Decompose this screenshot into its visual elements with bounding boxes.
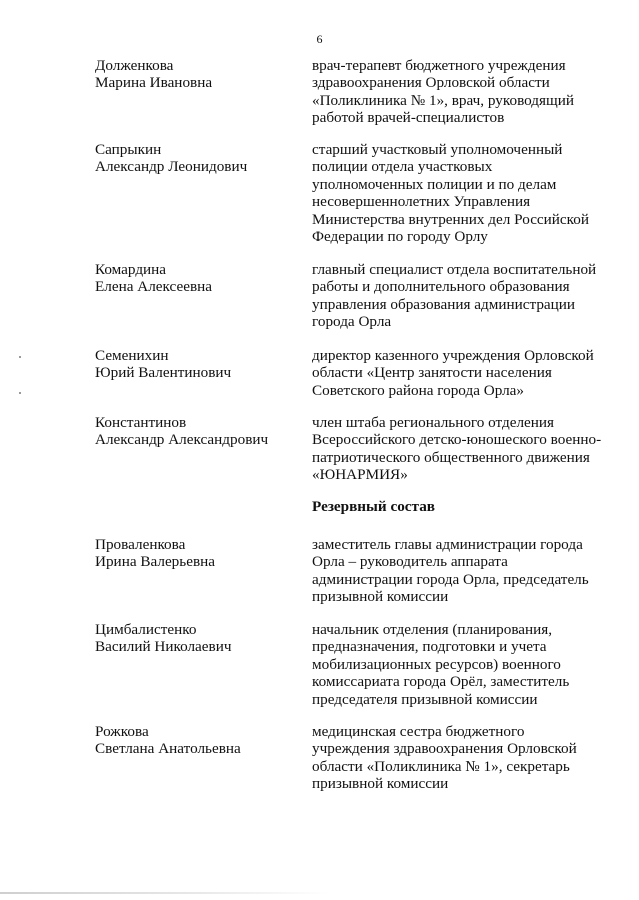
member-surname: Цимбалистенко bbox=[95, 621, 197, 638]
member-given-names: Юрий Валентинович bbox=[95, 364, 232, 382]
role-line: старший участковый уполномоченный bbox=[312, 141, 563, 158]
member-name bbox=[95, 536, 300, 571]
member-surname: Константинов bbox=[95, 414, 187, 431]
page-number: 6 bbox=[316, 32, 323, 46]
role-line: «ЮНАРМИЯ» bbox=[312, 466, 408, 484]
role-line: Орла – руководитель аппарата bbox=[312, 553, 508, 571]
role-line: Федерации по городу Орлу bbox=[312, 228, 488, 246]
member-role bbox=[312, 723, 612, 793]
member-given-names: Василий Николаевич bbox=[95, 638, 232, 656]
member-role bbox=[312, 347, 612, 399]
role-line: Министерства внутренних дел Российской bbox=[312, 210, 590, 228]
role-line: работой врачей-специалистов bbox=[312, 109, 505, 127]
role-line: области «Центр занятости населения bbox=[312, 364, 552, 382]
member-given-names: Ирина Валерьевна bbox=[95, 553, 215, 571]
role-line: полиции отдела участковых bbox=[312, 158, 493, 176]
member-surname: Проваленкова bbox=[95, 536, 186, 553]
member-role bbox=[312, 414, 612, 484]
role-line: комиссариата города Орёл, заместитель bbox=[312, 673, 570, 691]
member-given-names: Светлана Анатольевна bbox=[95, 740, 241, 758]
member-name bbox=[95, 347, 300, 382]
member-name bbox=[95, 723, 300, 758]
role-line: несовершеннолетних Управления bbox=[312, 193, 531, 211]
role-line: «Поликлиника № 1», врач, руководящий bbox=[312, 91, 574, 109]
member-surname: Семенихин bbox=[95, 347, 169, 364]
role-line: города Орла bbox=[312, 313, 392, 331]
role-line: уполномоченных полиции и по делам bbox=[312, 175, 557, 193]
role-line: учреждения здравоохранения Орловской bbox=[312, 740, 577, 758]
role-line: заместитель главы администрации города bbox=[312, 536, 583, 553]
role-line: начальник отделения (планирования, bbox=[312, 621, 553, 638]
member-role bbox=[312, 141, 612, 245]
member-given-names: Александр Александрович bbox=[95, 431, 269, 449]
role-line: мобилизационных ресурсов) военного bbox=[312, 655, 561, 673]
member-given-names: Александр Леонидович bbox=[95, 158, 248, 176]
role-line: член штаба регионального отделения bbox=[312, 414, 555, 431]
role-line: призывной комиссии bbox=[312, 775, 449, 793]
role-line: врач-терапевт бюджетного учреждения bbox=[312, 57, 566, 74]
role-line: администрации города Орла, председатель bbox=[312, 570, 589, 588]
member-role bbox=[312, 57, 612, 127]
role-line: Всероссийского детско-юношеского военно- bbox=[312, 431, 602, 449]
role-line: предназначения, подготовки и учета bbox=[312, 638, 547, 656]
role-line: медицинская сестра бюджетного bbox=[312, 723, 525, 740]
role-line: председателя призывной комиссии bbox=[312, 690, 538, 708]
member-surname: Долженкова bbox=[95, 57, 174, 74]
member-given-names: Марина Ивановна bbox=[95, 74, 213, 92]
role-line: работы и дополнительного образования bbox=[312, 278, 570, 296]
role-line: Советского района города Орла» bbox=[312, 381, 525, 399]
member-given-names: Елена Алексеевна bbox=[95, 278, 212, 296]
scan-speck bbox=[19, 356, 21, 358]
member-name bbox=[95, 141, 300, 176]
member-surname: Комардина bbox=[95, 261, 167, 278]
scan-speck bbox=[19, 392, 21, 394]
member-name bbox=[95, 261, 300, 296]
member-surname: Рожкова bbox=[95, 723, 149, 740]
role-line: призывной комиссии bbox=[312, 588, 449, 606]
role-line: управления образования администрации bbox=[312, 295, 576, 313]
role-line: здравоохранения Орловской области bbox=[312, 74, 550, 92]
role-line: директор казенного учреждения Орловской bbox=[312, 347, 594, 364]
scan-edge-shadow bbox=[0, 892, 330, 894]
member-name bbox=[95, 57, 300, 92]
member-name bbox=[95, 621, 300, 656]
member-surname: Сапрыкин bbox=[95, 141, 162, 158]
role-line: области «Поликлиника № 1», секретарь bbox=[312, 757, 570, 775]
member-role bbox=[312, 261, 612, 331]
role-line: главный специалист отдела воспитательной bbox=[312, 261, 597, 278]
role-line: патриотического общественного движения bbox=[312, 448, 590, 466]
member-name bbox=[95, 414, 300, 449]
reserve-heading: Резервный состав bbox=[312, 498, 435, 515]
member-role bbox=[312, 621, 612, 708]
member-role bbox=[312, 536, 612, 606]
